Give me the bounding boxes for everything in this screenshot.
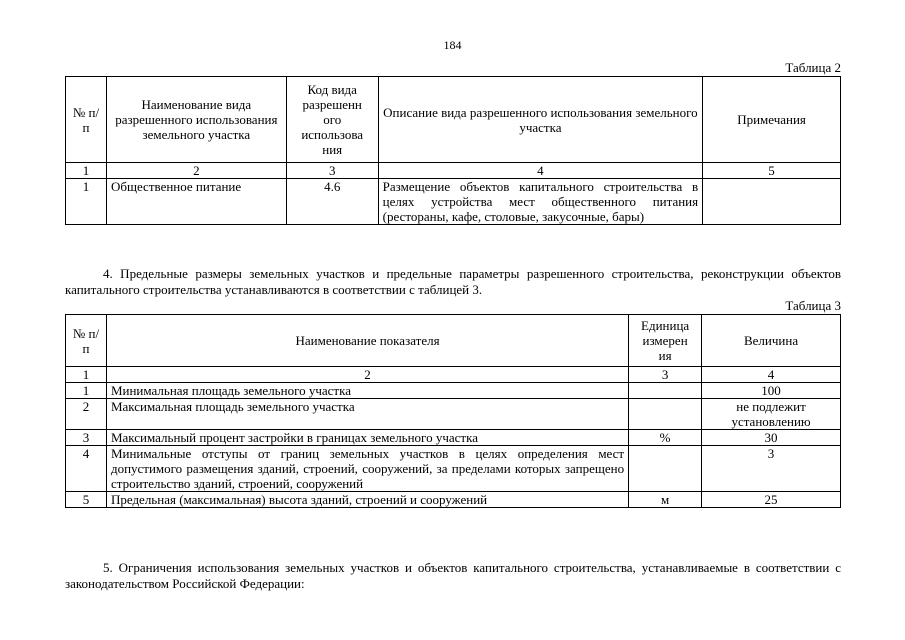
table-row bbox=[66, 430, 841, 446]
table2-colnum: 2 bbox=[106, 163, 286, 179]
table2-header-description: Описание вида разрешенного использования земельного участка bbox=[378, 77, 702, 163]
table3-header-unit-line: ия bbox=[658, 348, 672, 363]
table3-row-num: 5 bbox=[66, 492, 107, 508]
table2-header-code-line: Код вида bbox=[307, 82, 357, 97]
table3-row-num: 4 bbox=[66, 446, 107, 492]
table3-header-name: Наименование показателя bbox=[106, 315, 628, 367]
table3-row-name: Максимальный процент застройки в границах земельного участка bbox=[106, 430, 628, 446]
table3-row-value: не подлежит установлению bbox=[702, 399, 841, 430]
table3-row-value: 3 bbox=[702, 446, 841, 492]
table3-header-unit-line: измерен bbox=[642, 333, 688, 348]
table2-row-code: 4.6 bbox=[286, 179, 378, 225]
table3-row-value: 25 bbox=[702, 492, 841, 508]
table3-caption: Таблица 3 bbox=[785, 298, 841, 313]
table2-colnum: 5 bbox=[703, 163, 841, 179]
table-row bbox=[66, 179, 841, 225]
table2-header-code-line: ого bbox=[323, 112, 342, 127]
table3-row-unit bbox=[629, 446, 702, 492]
table3-row-num: 3 bbox=[66, 430, 107, 446]
table2 bbox=[65, 76, 841, 225]
table3-colnum: 2 bbox=[106, 367, 628, 383]
paragraph-5: 5. Ограничения использования земельных участков и объектов капитального строительства, устанавливаемые в соответствии с законодательством Российской Федерации: bbox=[65, 560, 841, 591]
table3-row-name: Минимальная площадь земельного участка bbox=[106, 383, 628, 399]
table2-header-name: Наименование вида разрешенного использования земельного участка bbox=[106, 77, 286, 163]
table2-colnum: 4 bbox=[378, 163, 702, 179]
table3-row-value: 100 bbox=[702, 383, 841, 399]
table3 bbox=[65, 314, 841, 508]
table3-colnum: 4 bbox=[702, 367, 841, 383]
table2-header-code-line: ния bbox=[322, 142, 343, 157]
table-row bbox=[66, 446, 841, 492]
table3-colnum: 3 bbox=[629, 367, 702, 383]
table3-row-name: Предельная (максимальная) высота зданий, строений и сооружений bbox=[106, 492, 628, 508]
table3-header-unit bbox=[629, 315, 702, 367]
table3-row-unit bbox=[629, 399, 702, 430]
table3-header-unit-line: Единица bbox=[641, 318, 690, 333]
table3-header-num: № п/п bbox=[66, 315, 107, 367]
table-row bbox=[66, 492, 841, 508]
table2-colnum: 3 bbox=[286, 163, 378, 179]
table2-header-code-line: использова bbox=[301, 127, 364, 142]
table2-row-description: Размещение объектов капитального строительства в целях устройства мест общественного питания (рестораны, кафе, столовые, закусочные, бары) bbox=[378, 179, 702, 225]
table2-header-code bbox=[286, 77, 378, 163]
table3-row-name: Максимальная площадь земельного участка bbox=[106, 399, 628, 430]
table3-row-num: 2 bbox=[66, 399, 107, 430]
table2-header-notes: Примечания bbox=[703, 77, 841, 163]
table-row bbox=[66, 399, 841, 430]
table3-colnum: 1 bbox=[66, 367, 107, 383]
table3-row-value: 30 bbox=[702, 430, 841, 446]
table3-row-name: Минимальные отступы от границ земельных участков в целях определения мест допустимого размещения зданий, строений, сооружений, за пределами которых запрещено строительство зданий, строений, сооружений bbox=[106, 446, 628, 492]
table2-caption: Таблица 2 bbox=[785, 60, 841, 75]
table-row bbox=[66, 383, 841, 399]
table3-row-num: 1 bbox=[66, 383, 107, 399]
table2-row-note bbox=[703, 179, 841, 225]
table3-row-unit: м bbox=[629, 492, 702, 508]
table2-colnum: 1 bbox=[66, 163, 107, 179]
table2-row-num: 1 bbox=[66, 179, 107, 225]
table2-header-code-line: разрешенн bbox=[302, 97, 362, 112]
table3-row-unit: % bbox=[629, 430, 702, 446]
page-number: 184 bbox=[443, 38, 462, 52]
table2-row-name: Общественное питание bbox=[106, 179, 286, 225]
table3-row-unit bbox=[629, 383, 702, 399]
paragraph-4: 4. Предельные размеры земельных участков и предельные параметры разрешенного строительства, реконструкции объектов капитального строительства устанавливаются в соответствии с таблицей 3. bbox=[65, 266, 841, 297]
table2-header-num: № п/п bbox=[66, 77, 107, 163]
table3-header-value: Величина bbox=[702, 315, 841, 367]
